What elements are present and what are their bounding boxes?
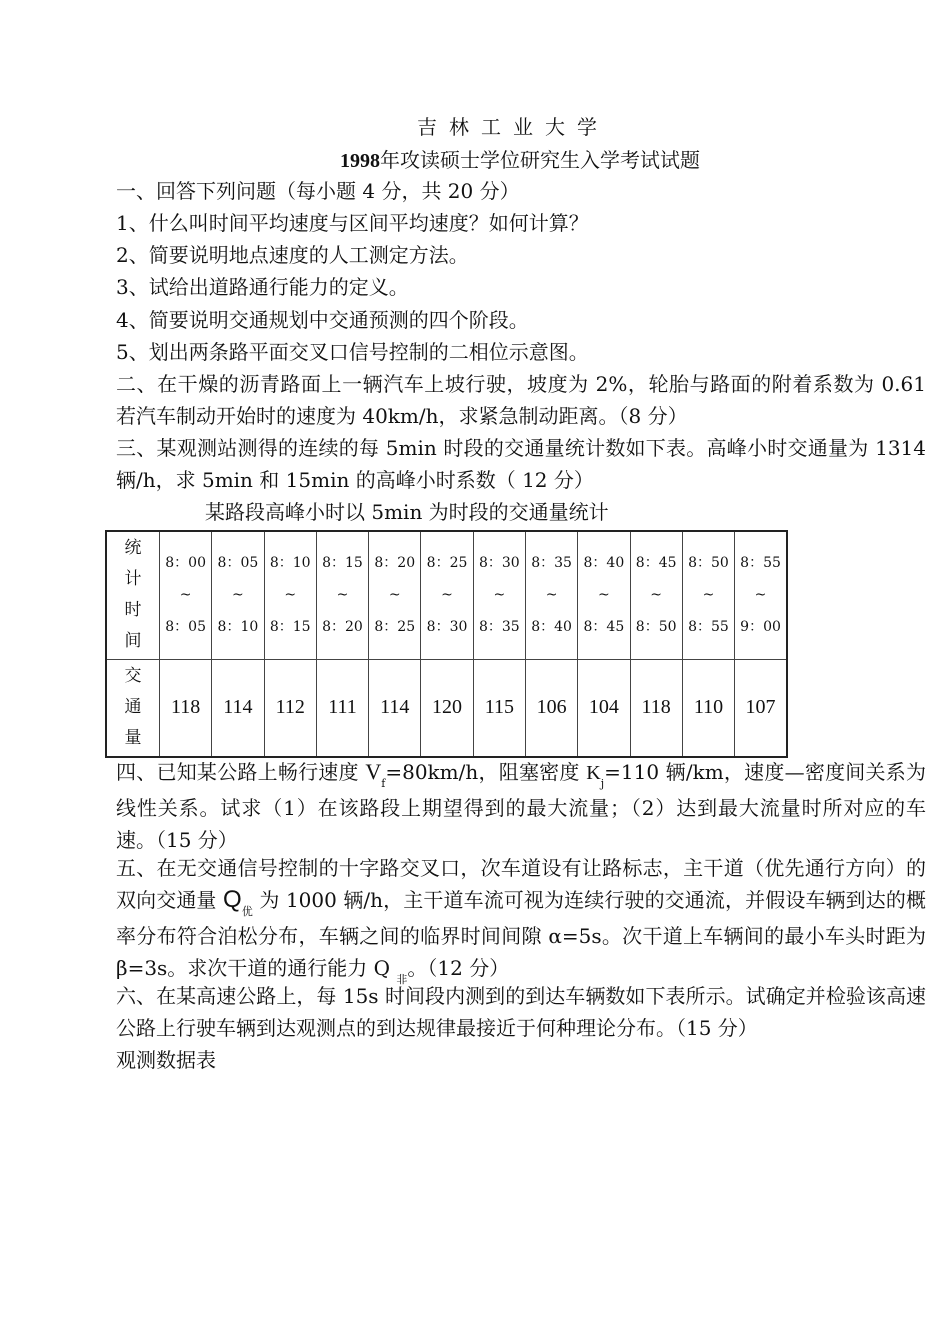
section2-text: 二、在干燥的沥青路面上一辆汽车上坡行驶，坡度为 2%，轮胎与路面的附着系数为 0.61 若汽车制动开始时的速度为 40km/h，求紧急制动距离。（8 分） bbox=[116, 372, 926, 428]
observation-table-title: 观测数据表 bbox=[116, 1048, 216, 1072]
time-cell: 8：10 ~ 8：15 bbox=[264, 531, 316, 659]
volume-cell: 120 bbox=[421, 659, 473, 757]
question-3: 3、试给出道路通行能力的定义。 bbox=[116, 275, 409, 299]
time-cell: 8：25 ~ 8：30 bbox=[421, 531, 473, 659]
exam-year: 1998 bbox=[340, 150, 380, 172]
question-4: 4、简要说明交通规划中交通预测的四个阶段。 bbox=[116, 308, 529, 332]
volume-cell: 118 bbox=[160, 659, 212, 757]
time-cell: 8：35 ~ 8：40 bbox=[525, 531, 577, 659]
volume-cell: 110 bbox=[682, 659, 734, 757]
volume-cell: 106 bbox=[525, 659, 577, 757]
time-cell: 8：20 ~ 8：25 bbox=[369, 531, 421, 659]
time-cell: 8：30 ~ 8：35 bbox=[473, 531, 525, 659]
section5-text: 五、在无交通信号控制的十字路交叉口，次车道设有让路标志，主干道（优先通行方向）的双向交通量 $Q_优$ 为 1000 辆/h，主干道车流可视为连续行驶的交通流，并假设车辆到达的概率分布符合泊松分布，车辆之间的临界时间间隙 α=5s。次干道上车辆间的最小车头时距为 β=3s。求次干道的通行能力 Q $_非$。（12 分） bbox=[116, 856, 926, 986]
volume-cell: 104 bbox=[578, 659, 630, 757]
exam-title-text: 年攻读硕士学位研究生入学考试试题 bbox=[380, 148, 700, 172]
time-cell: 8：55 ~ 9：00 bbox=[735, 531, 787, 659]
volume-cell: 112 bbox=[264, 659, 316, 757]
university-name: 吉林工业大学 bbox=[417, 115, 609, 139]
time-cell: 8：40 ~ 8：45 bbox=[578, 531, 630, 659]
volume-cell: 114 bbox=[369, 659, 421, 757]
volume-cell: 118 bbox=[630, 659, 682, 757]
question-1: 1、什么叫时间平均速度与区间平均速度？如何计算？ bbox=[116, 211, 589, 235]
time-cell: 8：15 ~ 8：20 bbox=[316, 531, 368, 659]
volume-cell: 111 bbox=[316, 659, 368, 757]
traffic-volume-table bbox=[105, 530, 788, 758]
time-cell: 8：05 ~ 8：10 bbox=[212, 531, 264, 659]
table-row-volume bbox=[106, 659, 787, 757]
time-cell: 8：45 ~ 8：50 bbox=[630, 531, 682, 659]
section3-text: 三、某观测站测得的连续的每 5min 时段的交通量统计数如下表。高峰小时交通量为 1314 辆/h，求 5min 和 15min 的高峰小时系数（ 12 分） bbox=[116, 436, 926, 492]
section6-text: 六、在某高速公路上，每 15s 时间段内测到的到达车辆数如下表所示。试确定并检验该高速公路上行驶车辆到达观测点的到达规律最接近于何种理论分布。（15 分） bbox=[116, 984, 926, 1040]
time-cell: 8：00 ~ 8：05 bbox=[160, 531, 212, 659]
exam-title bbox=[0, 145, 950, 176]
volume-cell: 114 bbox=[212, 659, 264, 757]
table-row-time bbox=[106, 531, 787, 659]
volume-cell: 115 bbox=[473, 659, 525, 757]
question-5: 5、划出两条路平面交叉口信号控制的二相位示意图。 bbox=[116, 340, 589, 364]
section4-text: 四、已知某公路上畅行速度 $V_f=80km/h$，阻塞密度 $K_j=110$ 辆/km，速度—密度间关系为线性关系。试求（1）在该路段上期望得到的最大流量；（2）达到最大流量时所对应的车速。（15 分） bbox=[116, 759, 926, 852]
row-header-time: 统 计 时 间 bbox=[106, 531, 160, 659]
question-2: 2、简要说明地点速度的人工测定方法。 bbox=[116, 243, 469, 267]
time-cell: 8：50 ~ 8：55 bbox=[682, 531, 734, 659]
row-header-volume: 交 通 量 bbox=[106, 659, 160, 757]
table-caption: 某路段高峰小时以 5min 为时段的交通量统计 bbox=[205, 500, 609, 524]
section1-heading: 一、回答下列问题（每小题 4 分，共 20 分） bbox=[116, 179, 520, 203]
volume-cell: 107 bbox=[735, 659, 787, 757]
